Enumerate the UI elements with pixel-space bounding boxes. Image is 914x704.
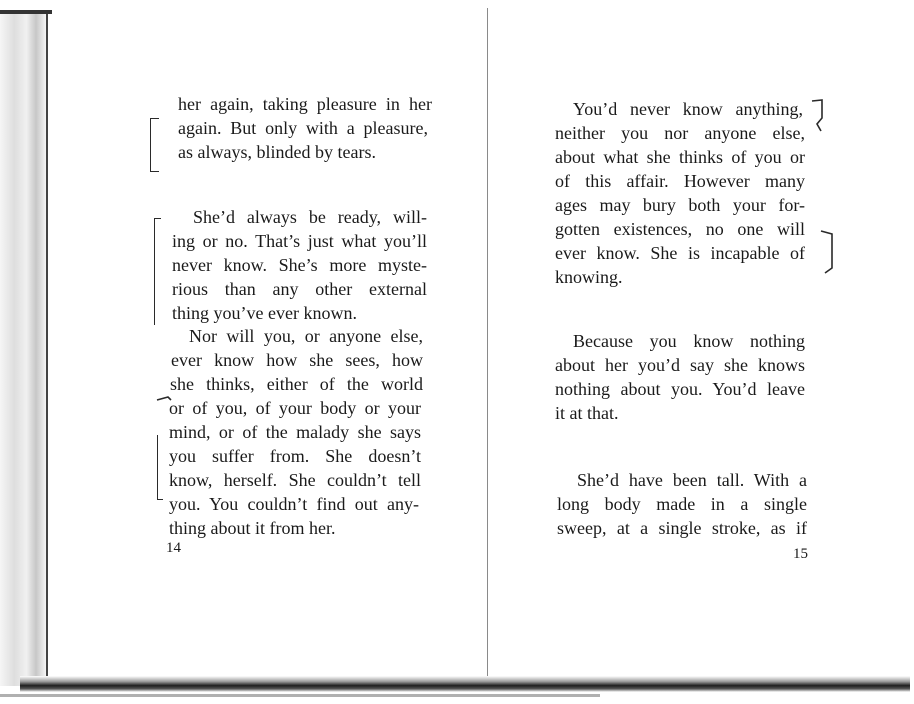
text-line: her again, taking pleasure in her [178, 94, 432, 114]
left-page-number: 14 [166, 540, 181, 556]
text-line: gotten existences, no one will [555, 219, 805, 239]
text-line: rious than any other external [172, 279, 427, 299]
text-line: never know. She’s more myste- [172, 255, 427, 275]
text-line: about her you’d say she knows [555, 355, 805, 375]
margin-arrow-mark [156, 392, 172, 404]
text-line: of this affair. However many [555, 171, 805, 191]
text-line: sweep, at a single stroke, as if [557, 518, 807, 538]
book-gutter [487, 8, 488, 686]
bottom-page-edge [20, 676, 910, 692]
right-page-paragraph-1 [555, 97, 809, 289]
margin-bracket-mark [157, 435, 163, 500]
text-line: thing about it from her. [169, 518, 336, 538]
text-line: She’d have been tall. With a [577, 470, 807, 490]
text-line: it at that. [555, 403, 619, 423]
top-edge-mark [0, 10, 52, 14]
text-line: You’d never know anything, [573, 99, 803, 119]
text-line: ing or no. That’s just what you’ll [172, 231, 427, 251]
text-line: She’d always be ready, will- [193, 207, 427, 227]
right-page-paragraph-2 [555, 329, 809, 425]
right-page-number: 15 [793, 546, 808, 562]
text-line: know, herself. She couldn’t tell [169, 470, 421, 490]
text-line: mind, or of the malady she says [169, 422, 421, 442]
margin-bracket-mark [818, 228, 836, 276]
text-line: you. You couldn’t find out any- [169, 494, 419, 514]
text-line: nothing about you. You’d leave [555, 379, 805, 399]
text-line: long body made in a single [557, 494, 807, 514]
left-binding-line [46, 12, 48, 682]
text-line: she thinks, either of the world [170, 374, 423, 394]
bottom-scan-line [0, 694, 600, 697]
margin-bracket-mark [810, 98, 826, 136]
left-page-edge [0, 10, 48, 686]
right-page-paragraph-3 [557, 468, 811, 540]
text-line: or of you, of your body or your [169, 398, 421, 418]
left-page-paragraph-3 [169, 324, 425, 540]
margin-bracket-mark [154, 218, 161, 325]
text-line: Nor will you, or anyone else, [189, 326, 423, 346]
text-line: Because you know nothing [573, 331, 805, 351]
text-line: ever know. She is incapable of [555, 243, 805, 263]
text-line: ages may bury both your for- [555, 195, 805, 215]
text-line: again. But only with a pleasure, [178, 118, 428, 138]
text-line: ever know how she sees, how [171, 350, 423, 370]
text-line: neither you nor anyone else, [555, 123, 805, 143]
text-line: as always, blinded by tears. [178, 142, 376, 162]
left-page-paragraph-2 [172, 205, 427, 325]
text-line: you suffer from. She doesn’t [169, 446, 421, 466]
left-page-paragraph-1 [178, 92, 432, 164]
text-line: thing you’ve ever known. [172, 303, 357, 323]
margin-bracket-mark [150, 118, 159, 172]
text-line: about what she thinks of you or [555, 147, 805, 167]
text-line: knowing. [555, 267, 623, 287]
